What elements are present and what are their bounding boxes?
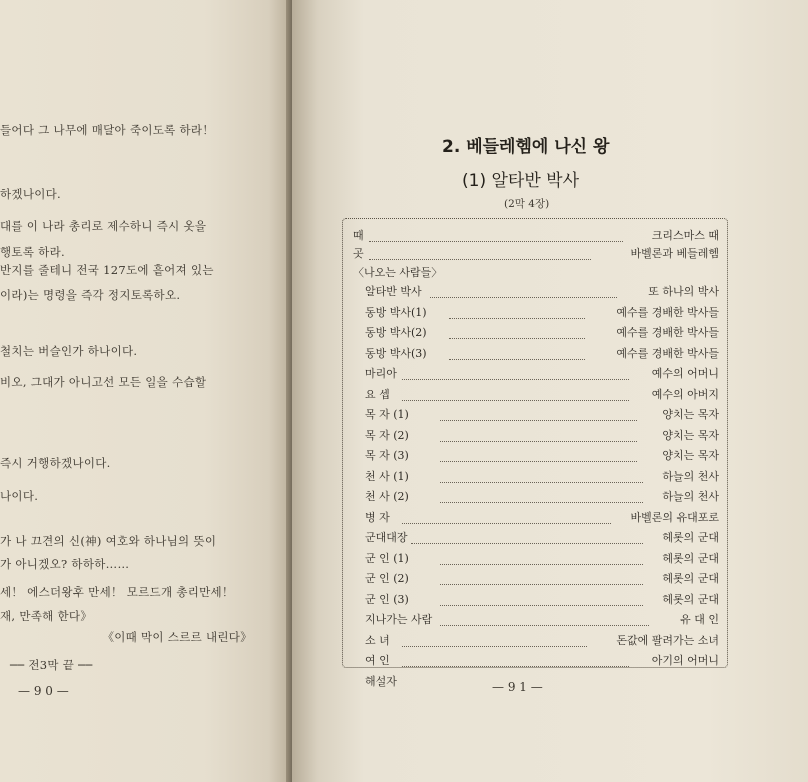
- cast-description: 예수를 경배한 박사들: [616, 305, 719, 319]
- dot-leader: [440, 611, 650, 626]
- left-text-line: 철치는 버슬인가 하나이다.: [0, 344, 138, 358]
- left-text-line: 재, 만족해 한다》: [0, 609, 93, 623]
- time-label: 때: [353, 229, 364, 242]
- left-text-line: 비오, 그대가 아니고선 모든 일을 수습할: [0, 375, 207, 389]
- cast-row: [343, 365, 727, 383]
- cast-name: 천 사 (2): [365, 490, 409, 503]
- dot-leader: [430, 283, 617, 298]
- left-text-line: 들어다 그 나무에 매달아 죽이도록 하라！: [0, 123, 215, 137]
- cast-description: 예수를 경배한 박사들: [616, 326, 719, 339]
- dot-leader: [449, 324, 585, 339]
- cast-description: 돈값에 팔려가는 소녀: [616, 633, 719, 647]
- cast-name: 목 자 (3): [365, 449, 409, 462]
- cast-description: 또 하나의 박사: [648, 285, 719, 298]
- cast-description: 헤롯의 군대: [662, 592, 719, 606]
- time-value: 크리스마스 때: [651, 229, 719, 242]
- cast-row: [343, 611, 727, 629]
- left-text-line: 《이때 막이 스르르 내린다》: [102, 630, 252, 644]
- cast-description: 양치는 목자: [662, 408, 719, 421]
- dot-leader: [440, 550, 644, 565]
- dot-leader: [411, 529, 643, 544]
- dot-leader: [440, 427, 638, 442]
- place-value: 바벨론과 베들레헴: [630, 247, 719, 260]
- dot-leader: [440, 591, 644, 606]
- cast-name: 군 인 (1): [365, 551, 409, 565]
- cast-row: [343, 570, 727, 588]
- dot-leader: [440, 406, 638, 421]
- cast-row: [343, 468, 727, 486]
- cast-row: [343, 652, 727, 670]
- dot-leader: [449, 345, 585, 360]
- dot-leader: [440, 468, 644, 483]
- time-row: [343, 227, 727, 245]
- left-text-line: 행토록 하라.: [0, 245, 65, 259]
- cast-row: [343, 591, 727, 609]
- cast-name: 동방 박사(2): [365, 326, 427, 339]
- cast-description: 하늘의 천사: [662, 490, 719, 503]
- dot-leader: [402, 632, 588, 647]
- dot-leader: [449, 304, 585, 319]
- left-page: [0, 0, 292, 782]
- left-text-line: 하겠나이다.: [0, 187, 61, 201]
- place-row: [343, 245, 727, 263]
- cast-row: [343, 488, 727, 506]
- end-of-act-marker: ── 전3막 끝 ──: [10, 658, 93, 672]
- place-label: 곳: [353, 247, 364, 260]
- cast-name: 군대대장: [365, 531, 408, 544]
- page-number-right: — 9 1 —: [492, 680, 543, 694]
- left-text-line: 가 나 끄견의 신(神) 여호와 하나님의 뜻이: [0, 534, 217, 548]
- cast-name: 알타반 박사: [365, 285, 422, 298]
- cast-name: 해설자: [365, 674, 397, 688]
- cast-description: 하늘의 천사: [662, 469, 719, 483]
- dot-leader: [440, 447, 638, 462]
- cast-name: 목 자 (1): [365, 408, 409, 421]
- cast-row: [343, 304, 727, 322]
- dot-leader: [440, 488, 644, 503]
- cast-name: 목 자 (2): [365, 428, 409, 442]
- right-page: [292, 0, 808, 782]
- cast-heading: 〈나오는 사람들〉: [353, 266, 443, 279]
- dot-leader: [440, 570, 644, 585]
- cast-name: 여 인: [365, 654, 390, 667]
- cast-row: [343, 427, 727, 445]
- cast-name: 군 인 (3): [365, 592, 409, 606]
- cast-description: 아기의 어머니: [651, 654, 719, 667]
- cast-row: [343, 386, 727, 404]
- cast-description: 예수를 경배한 박사들: [616, 346, 719, 360]
- dot-leader: [369, 227, 623, 242]
- page-number-left: — 9 0 —: [18, 684, 69, 698]
- cast-row: [343, 550, 727, 568]
- cast-description: 헤롯의 군대: [662, 551, 719, 565]
- cast-name: 동방 박사(1): [365, 305, 427, 319]
- cast-name: 군 인 (2): [365, 572, 409, 585]
- left-text-line: 반지를 줄테니 전국 127도에 흩어져 있는: [0, 263, 214, 277]
- cast-description: 바벨론의 유대포로: [630, 510, 719, 524]
- cast-row: [343, 406, 727, 424]
- cast-row: [343, 283, 727, 301]
- dot-leader: [402, 652, 630, 667]
- dot-leader: [402, 509, 612, 524]
- cast-name: 병 자: [365, 510, 390, 524]
- cast-row: [343, 345, 727, 363]
- cast-description: 양치는 목자: [662, 449, 719, 462]
- play-title: (1) 알타반 박사: [462, 171, 579, 191]
- cast-name: 요 셉: [365, 387, 390, 401]
- cast-description: 유 대 인: [680, 613, 719, 626]
- left-text-line: 나이다.: [0, 489, 39, 503]
- cast-row: [343, 324, 727, 342]
- left-text-line: 대를 이 나라 총리로 제수하니 즉시 옷을: [0, 219, 207, 233]
- cast-description: 양치는 목자: [662, 428, 719, 442]
- left-text-line: 즉시 거행하겠나이다.: [0, 456, 111, 470]
- left-text-line: 이라)는 명령을 즉각 정지토록하오.: [0, 288, 181, 302]
- cast-name: 소 녀: [365, 633, 390, 647]
- cast-row: [343, 447, 727, 465]
- left-text-line: 세！ 에스더왕후 만세！ 모르드개 총리만세！: [0, 585, 234, 599]
- left-text-line: 가 아니겠오? 하하하……: [0, 557, 130, 571]
- dot-leader: [402, 386, 630, 401]
- cast-name: 지나가는 사람: [365, 613, 433, 626]
- cast-name: 마리아: [365, 367, 397, 380]
- cast-description: 헤롯의 군대: [662, 531, 719, 544]
- cast-row: [343, 509, 727, 527]
- cast-description: 예수의 아버지: [651, 387, 719, 401]
- acts-note: (2막 4장): [504, 198, 550, 210]
- cast-name: 동방 박사(3): [365, 346, 427, 360]
- cast-description: 예수의 어머니: [651, 367, 719, 380]
- cast-description: 헤롯의 군대: [662, 572, 719, 585]
- dot-leader: [402, 365, 630, 380]
- dot-leader: [369, 245, 591, 260]
- cast-row: [343, 632, 727, 650]
- cast-name: 천 사 (1): [365, 469, 409, 483]
- chapter-title: 2. 베들레헴에 나신 왕: [442, 137, 610, 157]
- cast-row: [343, 529, 727, 547]
